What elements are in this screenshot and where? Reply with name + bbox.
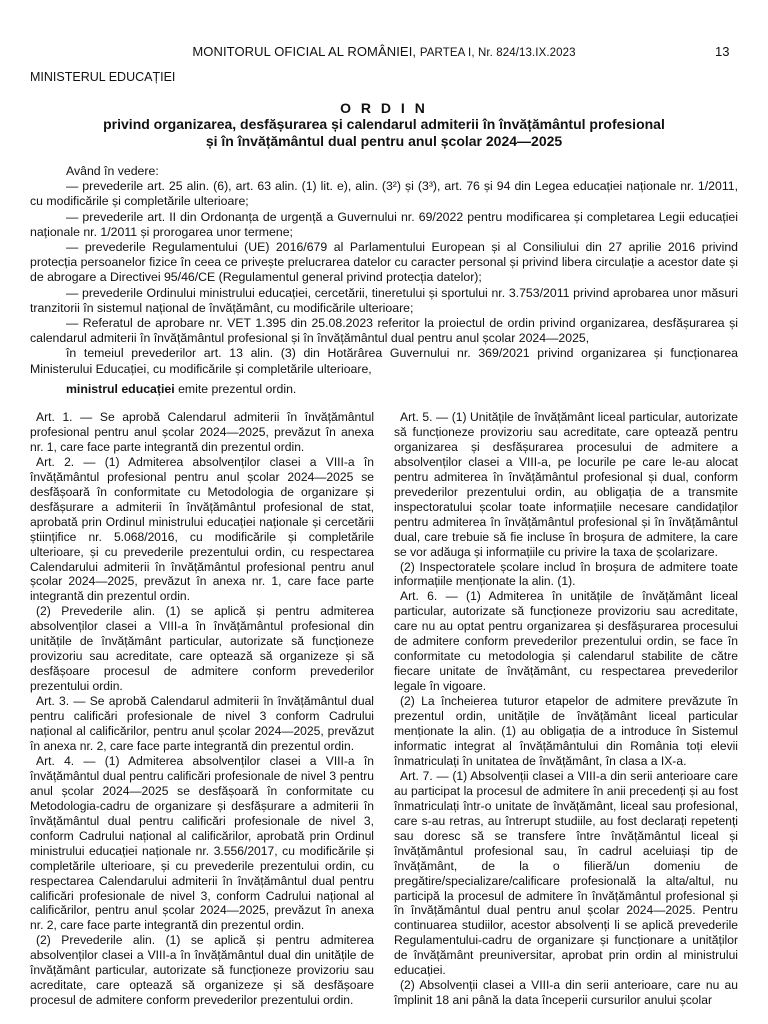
article-paragraph: Art. 6. — (1) Admiterea în unitățile de învățământ liceal particular, autorizate să funcționeze provizoriu sau acreditate, care nu au optat pentru organizarea și desfășurarea procesului de admitere conform prevederilor prezentului ordin, se face în conformitate cu metodologia și calendarul stabilite de către fiecare unitate de învățământ, cu respectarea prevederilor legale în vigoare. <box>394 589 738 694</box>
article-paragraph: (2) Prevederile alin. (1) se aplică și pentru admiterea absolvenților clasei a VIII-a în învățământul dual din unitățile de învățământ particular, autorizate să funcționeze provizoriu sau acreditate, care optează să organizeze și să desfășoare procesul de admitere conform prevederilor prezentului ordin. <box>30 933 374 1008</box>
issuer: MINISTERUL EDUCAȚIEI <box>30 70 176 84</box>
part-issue: PARTEA I, Nr. 824/13.IX.2023 <box>419 47 576 59</box>
article-paragraph: (2) Prevederile alin. (1) se aplică și pentru admiterea absolvenților clasei a VIII-a în învățământul profesional din unitățile de învățământ particular, autorizate să funcționeze provizoriu sau acreditate, care optează să organizeze și să desfășoare procesul de admitere conform prevederilor prezentului ordin. <box>30 604 374 694</box>
article-paragraph: Art. 1. — Se aprobă Calendarul admiterii în învățământul profesional pentru anul școlar 2024—2025, prevăzut în anexa nr. 1, care face parte integrantă din prezentul ordin. <box>30 410 374 454</box>
article-paragraph: Art. 4. — (1) Admiterea absolvenților clasei a VIII-a în învățământul dual pentru calificări profesionale de nivel 3 pentru anul școlar 2024—2025 se desfășoară în conformitate cu Metodologia-cadru de organizare și desfășurare a admiterii în învățământul dual pentru calificări profesionale de nivel 3, conform Cadrului național al calificărilor, aprobată prin Ordinul ministrului educației naționale nr. 3.556/2017, cu modificările și completările ulterioare, și cu prevederile prezentului ordin, cu respectarea Calendarului admiterii în învățământul dual pentru calificări profesionale de nivel 3, conform Cadrului național al calificărilor, pentru anul școlar 2024—2025, prevăzut în anexa nr. 2, care face parte integrantă din prezentul ordin. <box>30 753 374 933</box>
preamble-legal-basis: în temeiul prevederilor art. 13 alin. (3) din Hotărârea Guvernului nr. 369/2021 privind organizarea și funcționarea Ministerului Educației, cu modificările și completările ulterioare, <box>30 346 738 376</box>
preamble-item: — prevederile art. II din Ordonanța de urgență a Guvernului nr. 69/2022 pentru modificarea și completarea Legii educației naționale nr. 1/2011 și prorogarea unor termene; <box>30 209 738 239</box>
preamble-intro: Având în vedere: <box>66 164 159 178</box>
article-paragraph: Art. 3. — Se aprobă Calendarul admiterii în învățământul dual pentru calificări profesionale de nivel 3 conform Cadrului național al calificărilor, pentru anul școlar 2024—2025, prevăzut în anexa nr. 2, care face parte integrantă din prezentul ordin. <box>30 694 374 753</box>
preamble <box>30 164 738 377</box>
right-column <box>394 410 738 1008</box>
article-paragraph: (2) La încheierea tuturor etapelor de admitere prevăzute în prezentul ordin, unitățile de învățământ liceal particular menționate la alin. (1) au obligația de a introduce în Sistemul informatic integrat al învățământului din România toți elevii înmatriculați în unitatea de învățământ, în clasa a IX-a. <box>394 694 738 768</box>
emitting-clause <box>66 382 296 396</box>
emitting-text: emite prezentul ordin. <box>174 382 297 396</box>
publication-name: MONITORUL OFICIAL AL ROMÂNIEI, <box>192 44 417 59</box>
preamble-item: — prevederile Regulamentului (UE) 2016/679 al Parlamentului European și al Consiliului din 27 aprilie 2016 privind protecția persoanelor fizice în ceea ce privește prelucrarea datelor cu caracter personal și privind libera circulație a acestor date și de abrogare a Directivei 95/46/CE (Regulamentul general privind protecția datelor); <box>30 240 738 285</box>
emitting-authority: ministrul educației <box>66 382 175 396</box>
preamble-item: — prevederile art. 25 alin. (6), art. 63 alin. (1) lit. e), alin. (3²) și (3³), art. 76 și 94 din Legea educației naționale nr. 1/2011, cu modificările și completările ulterioare; <box>30 179 738 209</box>
preamble-item: — prevederile Ordinului ministrului educației, cercetării, tineretului și sportului nr. 3.753/2011 privind aprobarea unor măsuri tranzitorii în sistemul național de învățământ, cu modificările ulterioare; <box>30 285 738 315</box>
document-title <box>30 100 738 150</box>
title-line-2: și în învățământul dual pentru anul școlar 2024—2025 <box>205 133 563 149</box>
running-header <box>0 44 768 59</box>
article-paragraph: (2) Absolvenții clasei a VIII-a din serii anterioare, care nu au împlinit 18 ani până la data începerii cursurilor anului școlar <box>394 978 738 1008</box>
article-paragraph: Art. 7. — (1) Absolvenții clasei a VIII-a din serii anterioare care au participat la procesul de admitere în anii precedenți și au fost înmatriculați într-o unitate de învățământ, liceal sau profesional, care s-au retras, au întrerupt studiile, au fost declarați repetenți sau doresc să se transfere între învățământul liceal și învățământul profesional sau, în cadrul aceluiași tip de învățământ, de la o filieră/un domeniu de pregătire/specializare/calificare profesională la alta/altul, nu participă la procesul de admitere în învățământul profesional și în învățământul dual pentru anul școlar 2024—2025. Pentru continuarea studiilor, acestor absolvenți li se aplică prevederile Regulamentului-cadru de organizare și funcționare a unităților de învățământ preuniversitar, aprobat prin ordin al ministrului educației. <box>394 768 738 978</box>
article-paragraph: (2) Inspectoratele școlare includ în broșura de admitere toate informațiile menționate la alin. (1). <box>394 559 738 589</box>
preamble-item: — Referatul de aprobare nr. VET 1.395 din 25.08.2023 referitor la proiectul de ordin privind organizarea, desfășurarea și calendarul admiterii în învățământul profesional și în învățământul dual pentru anul școlar 2024—2025, <box>30 316 738 346</box>
page-number: 13 <box>715 44 730 59</box>
title-line-1: privind organizarea, desfășurarea și calendarul admiterii în învățământul profesional <box>103 116 665 132</box>
title-word: O R D I N <box>340 100 428 116</box>
article-paragraph: Art. 5. — (1) Unitățile de învățământ liceal particular, autorizate să funcționeze provizoriu sau acreditate, care optează pentru organizarea și desfășurarea procesului de admitere a absolvenților clasei a VIII-a, pe locurile pe care le-au alocat pentru admiterea în învățământul profesional și dual, conform prevederilor prezentului ordin, au obligația de a transmite inspectoratului școlar toate informațiile necesare candidaților pentru admiterea în învățământul profesional și în învățământul dual, care trebuie să fie incluse în broșura de admitere, la care se vor adăuga și informațiile cu privire la taxa de școlarizare. <box>394 410 738 559</box>
article-paragraph: Art. 2. — (1) Admiterea absolvenților clasei a VIII-a în învățământul profesional pentru anul școlar 2024—2025 se desfășoară în conformitate cu Metodologia de organizare și desfășurare a admiterii în învățământul profesional de stat, aprobată prin Ordinul ministrului educației naționale și cercetării științifice nr. 5.068/2016, cu modificările și completările ulterioare, și cu prevederile prezentului ordin, cu respectarea Calendarului admiterii în învățământul profesional pentru anul școlar 2024—2025, prevăzut în anexa nr. 1, care face parte integrantă din prezentul ordin. <box>30 454 374 604</box>
left-column <box>30 410 374 1008</box>
